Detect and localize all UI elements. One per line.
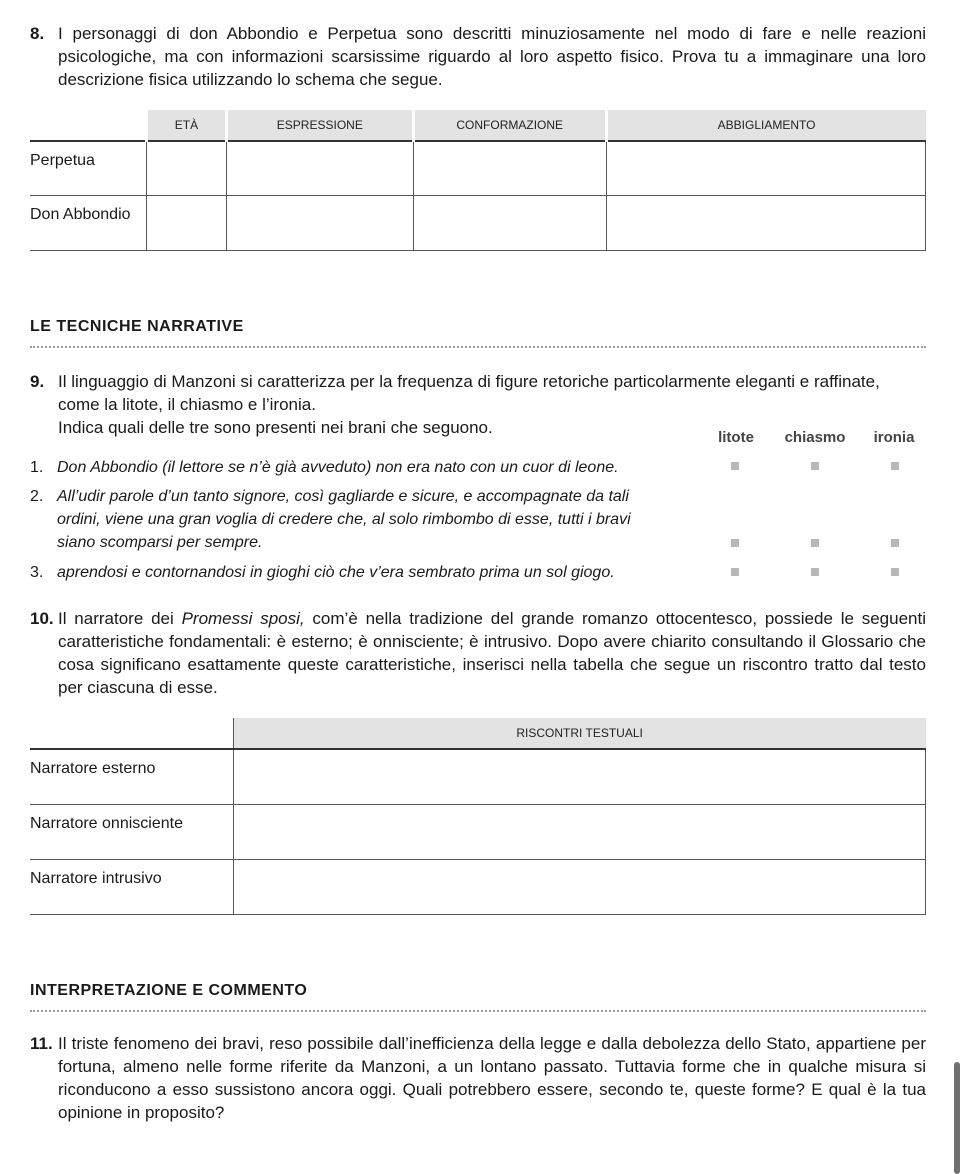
row-label: Don Abbondio [30, 195, 146, 250]
checkbox-litote-2[interactable] [731, 539, 739, 547]
checkbox-ironia-2[interactable] [891, 539, 899, 547]
section-title: LE TECNICHE NARRATIVE [30, 318, 244, 335]
list-item: 3. aprendosi e contornandosi in gioghi ciò che v’era sembrato prima un sol giogo. [30, 564, 615, 581]
column-header: ESPRESSIONE [226, 110, 413, 141]
answer-cell[interactable] [233, 749, 925, 804]
exercise-number: 8. [30, 24, 45, 43]
scrollbar[interactable] [954, 1062, 960, 1174]
exercise-8 [30, 22, 926, 91]
answer-cell[interactable] [233, 859, 925, 914]
checkbox-chiasmo-1[interactable] [811, 462, 819, 470]
exercise-number: 11. [30, 1034, 53, 1053]
row-label: Perpetua [30, 141, 146, 195]
checkbox-litote-1[interactable] [731, 462, 739, 470]
exercise-11 [30, 1032, 926, 1124]
answer-cell[interactable] [226, 141, 413, 195]
answer-cell[interactable] [606, 141, 925, 195]
column-label-litote: litote [718, 429, 754, 446]
column-label-ironia: ironia [873, 429, 915, 446]
checkbox-chiasmo-2[interactable] [811, 539, 819, 547]
answer-cell[interactable] [233, 804, 925, 859]
row-label: Narratore onnisciente [30, 804, 233, 859]
answer-cell[interactable] [146, 195, 226, 250]
exercise-text: I personaggi di don Abbondio e Perpetua sono descritti minuziosamente nel modo di fare e nelle reazioni psicologiche, ma con informazioni scarsissime riguardo al loro aspetto fisico. Prova tu a immaginare una loro descrizione fisica utilizzando lo schema che segue. [58, 24, 926, 89]
answer-cell[interactable] [606, 195, 925, 250]
column-label-chiasmo: chiasmo [784, 429, 846, 446]
checkbox-ironia-3[interactable] [891, 568, 899, 576]
column-header: ABBIGLIAMENTO [606, 110, 925, 141]
dotted-divider [30, 346, 926, 348]
answer-cell[interactable] [413, 141, 606, 195]
section-title: INTERPRETAZIONE E COMMENTO [30, 982, 308, 999]
checkbox-litote-3[interactable] [731, 568, 739, 576]
physical-description-table [30, 110, 926, 251]
exercise-number: 10. [30, 609, 54, 628]
exercise-text: Il triste fenomeno dei bravi, reso possibile dall’inefficienza della legge e dalla debolezza dello Stato, appartiene per fortuna, almeno nelle forme riferite da Manzoni, a un lontano passato. Tuttavia forme che in qualche misura si riconducono a esso sussistono ancora oggi. Quali potrebbero essere, secondo te, queste forme? E qual è la tua opinione in proposito? [58, 1034, 926, 1122]
row-label: Narratore intrusivo [30, 859, 233, 914]
exercise-text: come la litote, il chiasmo e l’ironia. [58, 395, 316, 414]
narrator-table [30, 718, 926, 915]
column-header: ETÀ [146, 110, 226, 141]
checkbox-chiasmo-3[interactable] [811, 568, 819, 576]
answer-cell[interactable] [413, 195, 606, 250]
list-item: 1. Don Abbondio (il lettore se n’è già avveduto) non era nato con un cuor di leone. [30, 459, 619, 476]
exercise-text: Indica quali delle tre sono presenti nei brani che seguono. [58, 418, 493, 437]
list-item: 2. All’udir parole d’un tanto signore, così gagliarde e sicure, e accompagnate da tali ordini, viene una gran voglia di credere che, al solo rimbombo di esse, tutti i bravi siano scomparsi per sempre. [30, 488, 631, 551]
row-label: Narratore esterno [30, 749, 233, 804]
exercise-10: 10. Il narratore dei Promessi sposi, com’è nella tradizione del grande romanzo ottocentesco, possiede le seguenti caratteristiche fondamentali: è esterno; è onnisciente; è intrusivo. Dopo avere chiarito consultando il Glossario che cosa significano esattamente queste caratteristiche, inserisci nella tabella che segue un riscontro tratto dal testo per ciascuna di esse. [30, 609, 926, 697]
answer-cell[interactable] [226, 195, 413, 250]
dotted-divider [30, 1010, 926, 1012]
exercise-text: Il linguaggio di Manzoni si caratterizza per la frequenza di figure retoriche particolarmente eleganti e raffinate, [58, 372, 880, 391]
exercise-number: 9. [30, 372, 45, 391]
column-header: CONFORMAZIONE [413, 110, 606, 141]
column-header: RISCONTRI TESTUALI [233, 718, 925, 749]
answer-cell[interactable] [146, 141, 226, 195]
checkbox-ironia-1[interactable] [891, 462, 899, 470]
